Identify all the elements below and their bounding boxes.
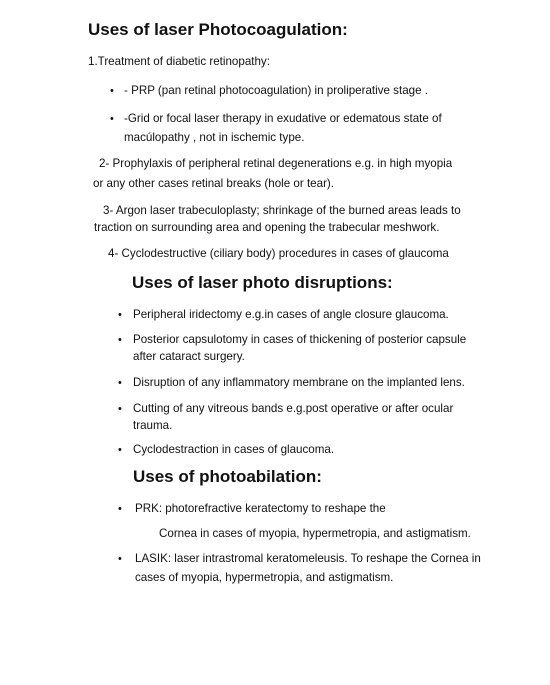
disruption-membrane: Disruption of any inflammatory membrane on the implanted lens. (133, 376, 465, 389)
item-1-bullet-grid-line2: macúlopathy , not in ischemic type. (124, 131, 305, 144)
bullet-icon: • (110, 113, 114, 125)
item-2-line1: 2- Prophylaxis of peripheral retinal degenerations e.g. in high myopia (99, 157, 453, 170)
bullet-icon: • (118, 403, 122, 415)
bullet-icon: • (118, 444, 122, 456)
ablation-prk-line1: PRK: photorefractive keratectomy to reshape the (135, 502, 386, 515)
disruption-vitreous-line1: Cutting of any vitreous bands e.g.post operative or after ocular (133, 402, 454, 415)
item-1-bullet-prp: - PRP (pan retinal photocoagulation) in proliperative stage . (124, 84, 428, 97)
disruption-capsulotomy-line1: Posterior capsulotomy in cases of thickening of posterior capsule (133, 333, 467, 346)
bullet-icon: • (110, 85, 114, 97)
ablation-lasik-line1: LASIK: laser intrastromal keratomeleusis. To reshape the Cornea in (135, 552, 481, 565)
heading-photoablation: Uses of photoabilation: (133, 467, 322, 486)
ablation-lasik-line2: cases of myopia, hypermetropia, and astigmatism. (135, 571, 394, 584)
item-3-line1: 3- Argon laser trabeculoplasty; shrinkage of the burned areas leads to (103, 204, 461, 217)
item-1-title: 1.Treatment of diabetic retinopathy: (88, 55, 270, 68)
bullet-icon: • (118, 334, 122, 346)
bullet-icon: • (118, 377, 122, 389)
disruption-cyclodestraction: Cyclodestraction in cases of glaucoma. (133, 443, 335, 456)
disruption-iridectomy: Peripheral iridectomy e.g.in cases of angle closure glaucoma. (133, 308, 449, 321)
ablation-prk-line2: Cornea in cases of myopia, hypermetropia, and astigmatism. (159, 527, 471, 540)
heading-photocoagulation: Uses of laser Photocoagulation: (88, 20, 348, 39)
item-3-line2: traction on surrounding area and opening the trabecular meshwork. (94, 221, 440, 234)
bullet-icon: • (118, 553, 122, 565)
bullet-icon: • (118, 503, 122, 515)
heading-photo-disruptions: Uses of laser photo disruptions: (132, 273, 393, 292)
item-4: 4- Cyclodestructive (ciliary body) procedures in cases of glaucoma (108, 247, 449, 260)
disruption-vitreous-line2: trauma. (133, 419, 173, 432)
item-2-line2: or any other cases retinal breaks (hole or tear). (93, 177, 335, 190)
bullet-icon: • (118, 309, 122, 321)
item-1-bullet-grid-line1: -Grid or focal laser therapy in exudative or edematous state of (124, 112, 442, 125)
disruption-capsulotomy-line2: after cataract surgery. (133, 350, 245, 363)
